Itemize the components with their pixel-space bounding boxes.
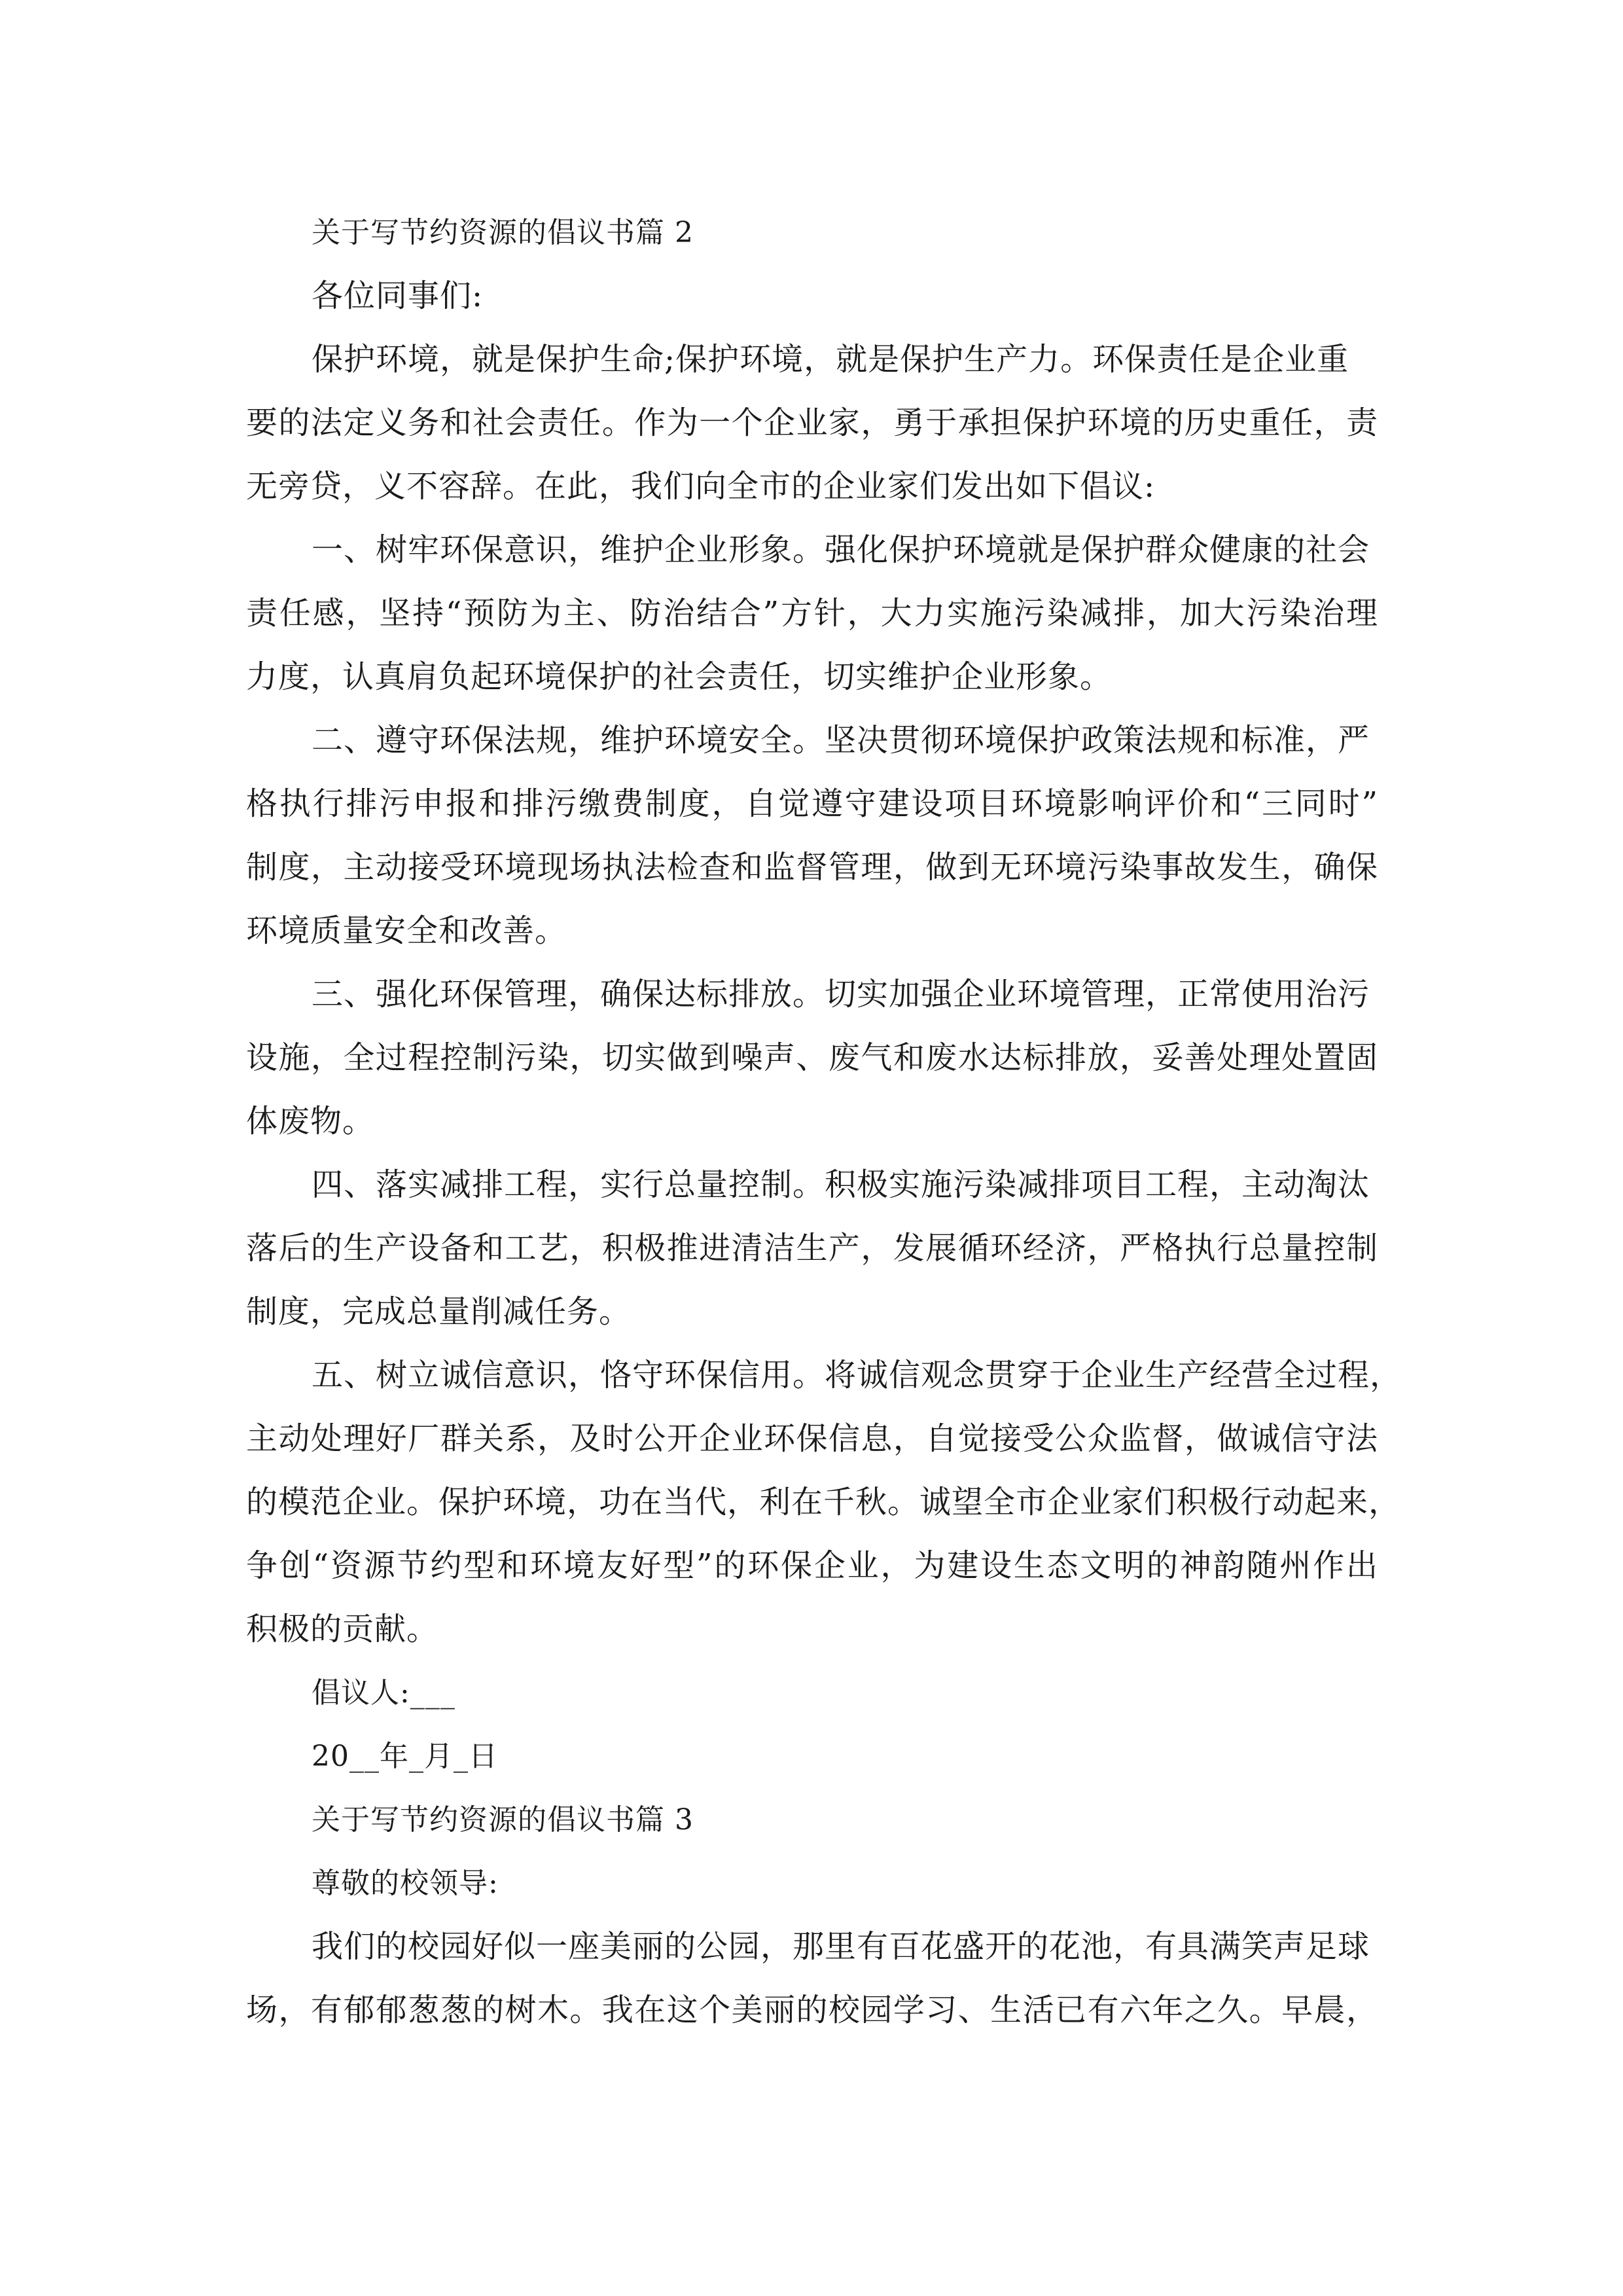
- paragraph-line: 场，有郁郁葱葱的树木。我在这个美丽的校园学习、生活已有六年之久。早晨，: [246, 1992, 1378, 2028]
- paragraph-line: 二、遵守环保法规，维护环境安全。坚决贯彻环境保护政策法规和标准，严: [312, 722, 1370, 759]
- paragraph-line: 力度，认真肩负起环境保护的社会责任，切实维护企业形象。: [246, 658, 1113, 695]
- signature-initiator: 倡议人:___: [312, 1676, 455, 1710]
- paragraph-line: 五、树立诚信意识，恪守环保信用。将诚信观念贯穿于企业生产经营全过程，: [312, 1357, 1402, 1393]
- paragraph-line: 落后的生产设备和工艺，积极推进清洁生产，发展循环经济，严格执行总量控制: [246, 1230, 1378, 1266]
- paragraph-line: 要的法定义务和社会责任。作为一个企业家，勇于承担保护环境的历史重任，责: [246, 404, 1378, 441]
- paragraph-line: 一、树牢环保意识，维护企业形象。强化保护环境就是保护群众健康的社会: [312, 531, 1370, 568]
- paragraph-line: 设施，全过程控制污染，切实做到噪声、废气和废水达标排放，妥善处理处置固: [246, 1039, 1378, 1076]
- paragraph-line: 环境质量安全和改善。: [246, 912, 567, 949]
- paragraph-line: 三、强化环保管理，确保达标排放。切实加强企业环境管理，正常使用治污: [312, 976, 1370, 1013]
- paragraph-line: 格执行排污申报和排污缴费制度，自觉遵守建设项目环境影响评价和“三同时”: [246, 785, 1378, 822]
- section-title-3: 关于写节约资源的倡议书篇 3: [312, 1803, 694, 1837]
- document-body: [246, 201, 1402, 2042]
- paragraph-line: 我们的校园好似一座美丽的公园，那里有百花盛开的花池，有具满笑声足球: [312, 1928, 1370, 1965]
- salutation-school-leaders: 尊敬的校领导:: [312, 1867, 499, 1900]
- paragraph-line: 责任感，坚持“预防为主、防治结合”方针，大力实施污染减排，加大污染治理: [246, 595, 1378, 632]
- paragraph-line: 无旁贷，义不容辞。在此，我们向全市的企业家们发出如下倡议:: [246, 468, 1156, 505]
- paragraph-line: 主动处理好厂群关系，及时公开企业环保信息，自觉接受公众监督，做诚信守法: [246, 1420, 1378, 1457]
- paragraph-line: 体废物。: [246, 1103, 375, 1139]
- salutation-colleagues: 各位同事们:: [312, 278, 484, 314]
- paragraph-line: 的模范企业。保护环境，功在当代，利在千秋。诚望全市企业家们积极行动起来，: [246, 1484, 1401, 1520]
- paragraph-line: 制度，完成总量削减任务。: [246, 1293, 632, 1330]
- section-title-2: 关于写节约资源的倡议书篇 2: [312, 216, 694, 249]
- paragraph-line: 制度，主动接受环境现场执法检查和监督管理，做到无环境污染事故发生，确保: [246, 849, 1378, 886]
- paragraph-line: 四、落实减排工程，实行总量控制。积极实施污染减排项目工程，主动淘汰: [312, 1166, 1370, 1203]
- signature-date: 20__年_月_日: [312, 1740, 498, 1773]
- paragraph-line: 争创“资源节约型和环境友好型”的环保企业，为建设生态文明的神韵随州作出: [246, 1547, 1378, 1584]
- paragraph-line: 积极的贡献。: [246, 1611, 439, 1647]
- paragraph-line: 保护环境，就是保护生命;保护环境，就是保护生产力。环保责任是企业重: [312, 341, 1349, 378]
